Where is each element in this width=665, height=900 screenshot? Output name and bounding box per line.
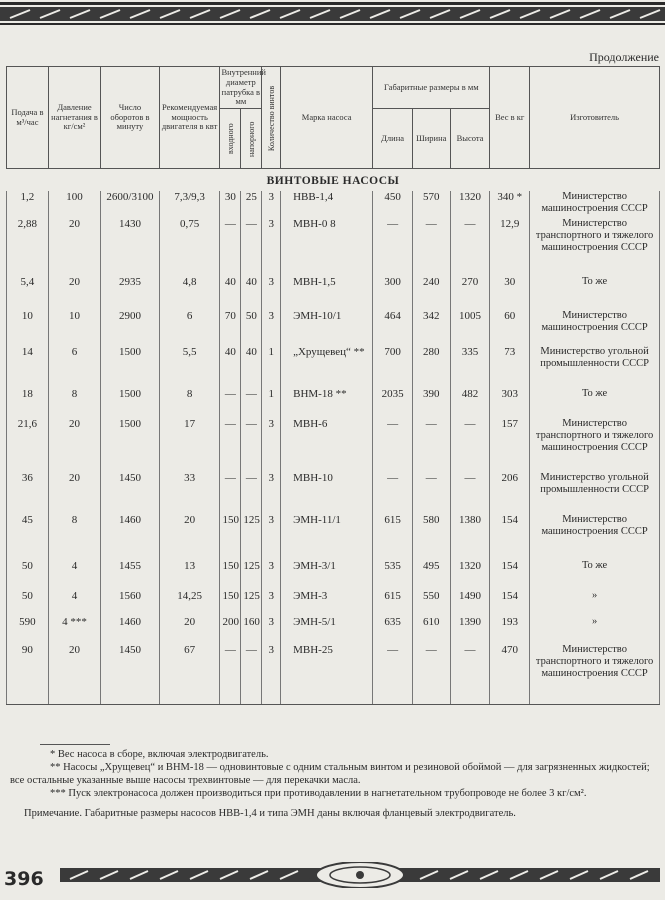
cell-height: —	[450, 472, 490, 514]
cell-length: 450	[373, 191, 413, 218]
cell-maker: Министерство машиностроения СССР	[530, 191, 660, 218]
pumps-table	[6, 66, 660, 705]
cell-mark: ЭМН-10/1	[281, 310, 373, 346]
cell-inlet: 30	[220, 191, 241, 218]
cell-power: 5,5	[159, 346, 220, 388]
cell-screws: 3	[262, 418, 281, 472]
note: Примечание. Габаритные размеры насосов НВВ-1,4 и типа ЭМН даны включая фланцевый электродвигатель.	[24, 807, 516, 819]
cell-pressure: 4	[48, 560, 100, 590]
cell-height: —	[450, 218, 490, 276]
cell-maker: То же	[530, 276, 660, 310]
col-mark: Марка насоса	[281, 67, 373, 169]
cell-length: 464	[373, 310, 413, 346]
cell-mark: ЭМН-3	[281, 590, 373, 616]
cell-flow: 90	[7, 644, 49, 704]
cell-screws: 3	[262, 218, 281, 276]
decorative-top-band	[0, 0, 665, 30]
cell-outlet: 125	[241, 560, 262, 590]
col-height: Высота	[450, 109, 490, 169]
cell-screws: 3	[262, 276, 281, 310]
cell-pressure: 10	[48, 310, 100, 346]
cell-inlet: —	[220, 644, 241, 704]
cell-width: —	[412, 644, 450, 704]
cell-mark: ЭМН-5/1	[281, 616, 373, 644]
cell-mark: ВНМ-18 **	[281, 388, 373, 418]
cell-width: —	[412, 472, 450, 514]
cell-rpm: 1460	[101, 616, 160, 644]
cell-outlet: 50	[241, 310, 262, 346]
cell-power: 4,8	[159, 276, 220, 310]
cell-length: —	[373, 418, 413, 472]
col-outlet: напорного	[241, 109, 262, 169]
col-width: Ширина	[412, 109, 450, 169]
table-row	[7, 514, 660, 560]
footnote-3: *** Пуск электронасоса должен производиться при противодавлении в нагнетательном трубопроводе не более 3 кг/см².	[50, 788, 587, 800]
cell-flow: 45	[7, 514, 49, 560]
cell-power: 20	[159, 616, 220, 644]
cell-outlet: 125	[241, 590, 262, 616]
cell-weight: 303	[490, 388, 530, 418]
cell-length: 615	[373, 514, 413, 560]
cell-weight: 154	[490, 560, 530, 590]
cell-weight: 470	[490, 644, 530, 704]
table-row	[7, 346, 660, 388]
cell-screws: 3	[262, 560, 281, 590]
cell-outlet: 125	[241, 514, 262, 560]
cell-power: 7,3/9,3	[159, 191, 220, 218]
cell-weight: 206	[490, 472, 530, 514]
cell-pressure: 4 ***	[48, 616, 100, 644]
col-rpm: Число оборотов в минуту	[101, 67, 160, 169]
cell-rpm: 1500	[101, 388, 160, 418]
cell-pressure: 20	[48, 644, 100, 704]
cell-height: 482	[450, 388, 490, 418]
cell-rpm: 2600/3100	[101, 191, 160, 218]
cell-inlet: 70	[220, 310, 241, 346]
cell-flow: 1,2	[7, 191, 49, 218]
cell-outlet: —	[241, 644, 262, 704]
cell-flow: 21,6	[7, 418, 49, 472]
cell-power: 8	[159, 388, 220, 418]
cell-screws: 3	[262, 644, 281, 704]
cell-height: 270	[450, 276, 490, 310]
cell-width: —	[412, 418, 450, 472]
col-inlet: входного	[220, 109, 241, 169]
table-row	[7, 418, 660, 472]
cell-screws: 3	[262, 191, 281, 218]
cell-power: 13	[159, 560, 220, 590]
col-screws: Количество винтов	[262, 67, 281, 169]
cell-power: 67	[159, 644, 220, 704]
footnote-1: * Вес насоса в сборе, включая электродвигатель.	[50, 749, 269, 760]
cell-rpm: 1460	[101, 514, 160, 560]
col-pressure: Давление нагнетания в кг/см²	[48, 67, 100, 169]
table-row	[7, 310, 660, 346]
cell-outlet: —	[241, 418, 262, 472]
cell-flow: 14	[7, 346, 49, 388]
cell-power: 20	[159, 514, 220, 560]
cell-flow: 50	[7, 590, 49, 616]
cell-inlet: —	[220, 388, 241, 418]
cell-length: —	[373, 472, 413, 514]
cell-height: 1380	[450, 514, 490, 560]
table-row	[7, 616, 660, 644]
cell-power: 6	[159, 310, 220, 346]
cell-weight: 340 *	[490, 191, 530, 218]
cell-length: —	[373, 644, 413, 704]
cell-mark: МВН-6	[281, 418, 373, 472]
cell-power: 14,25	[159, 590, 220, 616]
cell-outlet: —	[241, 218, 262, 276]
cell-screws: 1	[262, 388, 281, 418]
cell-inlet: 40	[220, 276, 241, 310]
section-title: ВИНТОВЫЕ НАСОСЫ	[7, 169, 660, 192]
cell-flow: 18	[7, 388, 49, 418]
table-row	[7, 560, 660, 590]
cell-outlet: 160	[241, 616, 262, 644]
col-maker: Изготовитель	[530, 67, 660, 169]
cell-length: 300	[373, 276, 413, 310]
cell-screws: 1	[262, 346, 281, 388]
cell-mark: ЭМН-3/1	[281, 560, 373, 590]
cell-length: 615	[373, 590, 413, 616]
cell-height: —	[450, 418, 490, 472]
cell-length: 635	[373, 616, 413, 644]
cell-maker: Министерство транспортного и тяжелого машиностроения СССР	[530, 218, 660, 276]
footnotes	[10, 748, 650, 820]
cell-mark: НВВ-1,4	[281, 191, 373, 218]
cell-width: 240	[412, 276, 450, 310]
cell-width: 550	[412, 590, 450, 616]
footnote-2: ** Насосы „Хрущевец“ и ВНМ-18 — одновинтовые с одним стальным винтом и резиновой обоймой — для загрязненных жидкостей; все остальные указанные выше насосы трехвинтовые — для перекачки масла.	[10, 762, 650, 787]
col-length: Длина	[373, 109, 413, 169]
col-dimensions: Габаритные размеры в мм	[373, 67, 490, 109]
cell-pressure: 20	[48, 418, 100, 472]
col-inner-diameter: Внутренний диаметр патрубка в мм	[220, 67, 262, 109]
cell-screws: 3	[262, 472, 281, 514]
footnote-rule	[40, 744, 110, 745]
cell-inlet: —	[220, 218, 241, 276]
table-row	[7, 388, 660, 418]
cell-outlet: —	[241, 388, 262, 418]
table-row	[7, 276, 660, 310]
cell-inlet: 150	[220, 514, 241, 560]
cell-flow: 36	[7, 472, 49, 514]
cell-maker: Министерство транспортного и тяжелого машиностроения СССР	[530, 418, 660, 472]
cell-power: 33	[159, 472, 220, 514]
cell-flow: 50	[7, 560, 49, 590]
cell-screws: 3	[262, 310, 281, 346]
table-row	[7, 472, 660, 514]
cell-screws: 3	[262, 590, 281, 616]
cell-screws: 3	[262, 616, 281, 644]
cell-mark: МВН-0 8	[281, 218, 373, 276]
cell-pressure: 6	[48, 346, 100, 388]
cell-height: 335	[450, 346, 490, 388]
cell-pressure: 20	[48, 218, 100, 276]
cell-rpm: 1450	[101, 472, 160, 514]
cell-flow: 10	[7, 310, 49, 346]
cell-outlet: 40	[241, 346, 262, 388]
cell-pressure: 20	[48, 276, 100, 310]
cell-width: 610	[412, 616, 450, 644]
cell-height: 1320	[450, 191, 490, 218]
cell-maker: Министерство угольной промышленности СССР	[530, 472, 660, 514]
cell-height: 1490	[450, 590, 490, 616]
cell-mark: МВН-25	[281, 644, 373, 704]
cell-width: 580	[412, 514, 450, 560]
cell-mark: МВН-10	[281, 472, 373, 514]
cell-inlet: 40	[220, 346, 241, 388]
cell-weight: 12,9	[490, 218, 530, 276]
cell-width: 342	[412, 310, 450, 346]
cell-height: —	[450, 644, 490, 704]
cell-pressure: 100	[48, 191, 100, 218]
cell-width: 280	[412, 346, 450, 388]
cell-rpm: 1500	[101, 418, 160, 472]
cell-maker: Министерство транспортного и тяжелого машиностроения СССР	[530, 644, 660, 704]
cell-mark: МВН-1,5	[281, 276, 373, 310]
cell-weight: 30	[490, 276, 530, 310]
col-power: Рекомендуемая мощность двигателя в квт	[159, 67, 220, 169]
col-weight: Вес в кг	[490, 67, 530, 169]
cell-weight: 154	[490, 514, 530, 560]
cell-rpm: 1500	[101, 346, 160, 388]
cell-flow: 2,88	[7, 218, 49, 276]
cell-length: 535	[373, 560, 413, 590]
cell-inlet: —	[220, 472, 241, 514]
cell-mark: ЭМН-11/1	[281, 514, 373, 560]
continuation-label: Продолжение	[589, 50, 659, 64]
cell-width: 570	[412, 191, 450, 218]
cell-height: 1320	[450, 560, 490, 590]
cell-rpm: 2935	[101, 276, 160, 310]
cell-rpm: 1430	[101, 218, 160, 276]
cell-inlet: —	[220, 418, 241, 472]
cell-weight: 73	[490, 346, 530, 388]
table-row	[7, 191, 660, 218]
cell-pressure: 8	[48, 388, 100, 418]
decorative-bottom-band	[60, 862, 660, 888]
cell-weight: 157	[490, 418, 530, 472]
cell-pressure: 8	[48, 514, 100, 560]
cell-length: 2035	[373, 388, 413, 418]
cell-outlet: 25	[241, 191, 262, 218]
cell-rpm: 1560	[101, 590, 160, 616]
cell-weight: 193	[490, 616, 530, 644]
cell-inlet: 200	[220, 616, 241, 644]
cell-maker: »	[530, 590, 660, 616]
col-flow: Подача в м³/час	[7, 67, 49, 169]
cell-pressure: 20	[48, 472, 100, 514]
cell-weight: 60	[490, 310, 530, 346]
cell-length: —	[373, 218, 413, 276]
cell-maker: »	[530, 616, 660, 644]
cell-inlet: 150	[220, 560, 241, 590]
cell-maker: То же	[530, 560, 660, 590]
cell-mark: „Хрущевец“ **	[281, 346, 373, 388]
cell-weight: 154	[490, 590, 530, 616]
cell-inlet: 150	[220, 590, 241, 616]
cell-maker: Министерство машиностроения СССР	[530, 310, 660, 346]
cell-pressure: 4	[48, 590, 100, 616]
cell-length: 700	[373, 346, 413, 388]
cell-power: 17	[159, 418, 220, 472]
cell-screws: 3	[262, 514, 281, 560]
cell-maker: Министерство машиностроения СССР	[530, 514, 660, 560]
cell-outlet: —	[241, 472, 262, 514]
cell-height: 1390	[450, 616, 490, 644]
table-row	[7, 590, 660, 616]
cell-power: 0,75	[159, 218, 220, 276]
cell-width: 495	[412, 560, 450, 590]
cell-flow: 5,4	[7, 276, 49, 310]
cell-outlet: 40	[241, 276, 262, 310]
cell-height: 1005	[450, 310, 490, 346]
page-number: 396	[4, 868, 44, 890]
cell-maker: То же	[530, 388, 660, 418]
table-row	[7, 644, 660, 704]
cell-flow: 590	[7, 616, 49, 644]
cell-rpm: 1450	[101, 644, 160, 704]
cell-maker: Министерство угольной промышленности СССР	[530, 346, 660, 388]
cell-width: —	[412, 218, 450, 276]
table-row	[7, 218, 660, 276]
cell-rpm: 1455	[101, 560, 160, 590]
cell-width: 390	[412, 388, 450, 418]
cell-rpm: 2900	[101, 310, 160, 346]
